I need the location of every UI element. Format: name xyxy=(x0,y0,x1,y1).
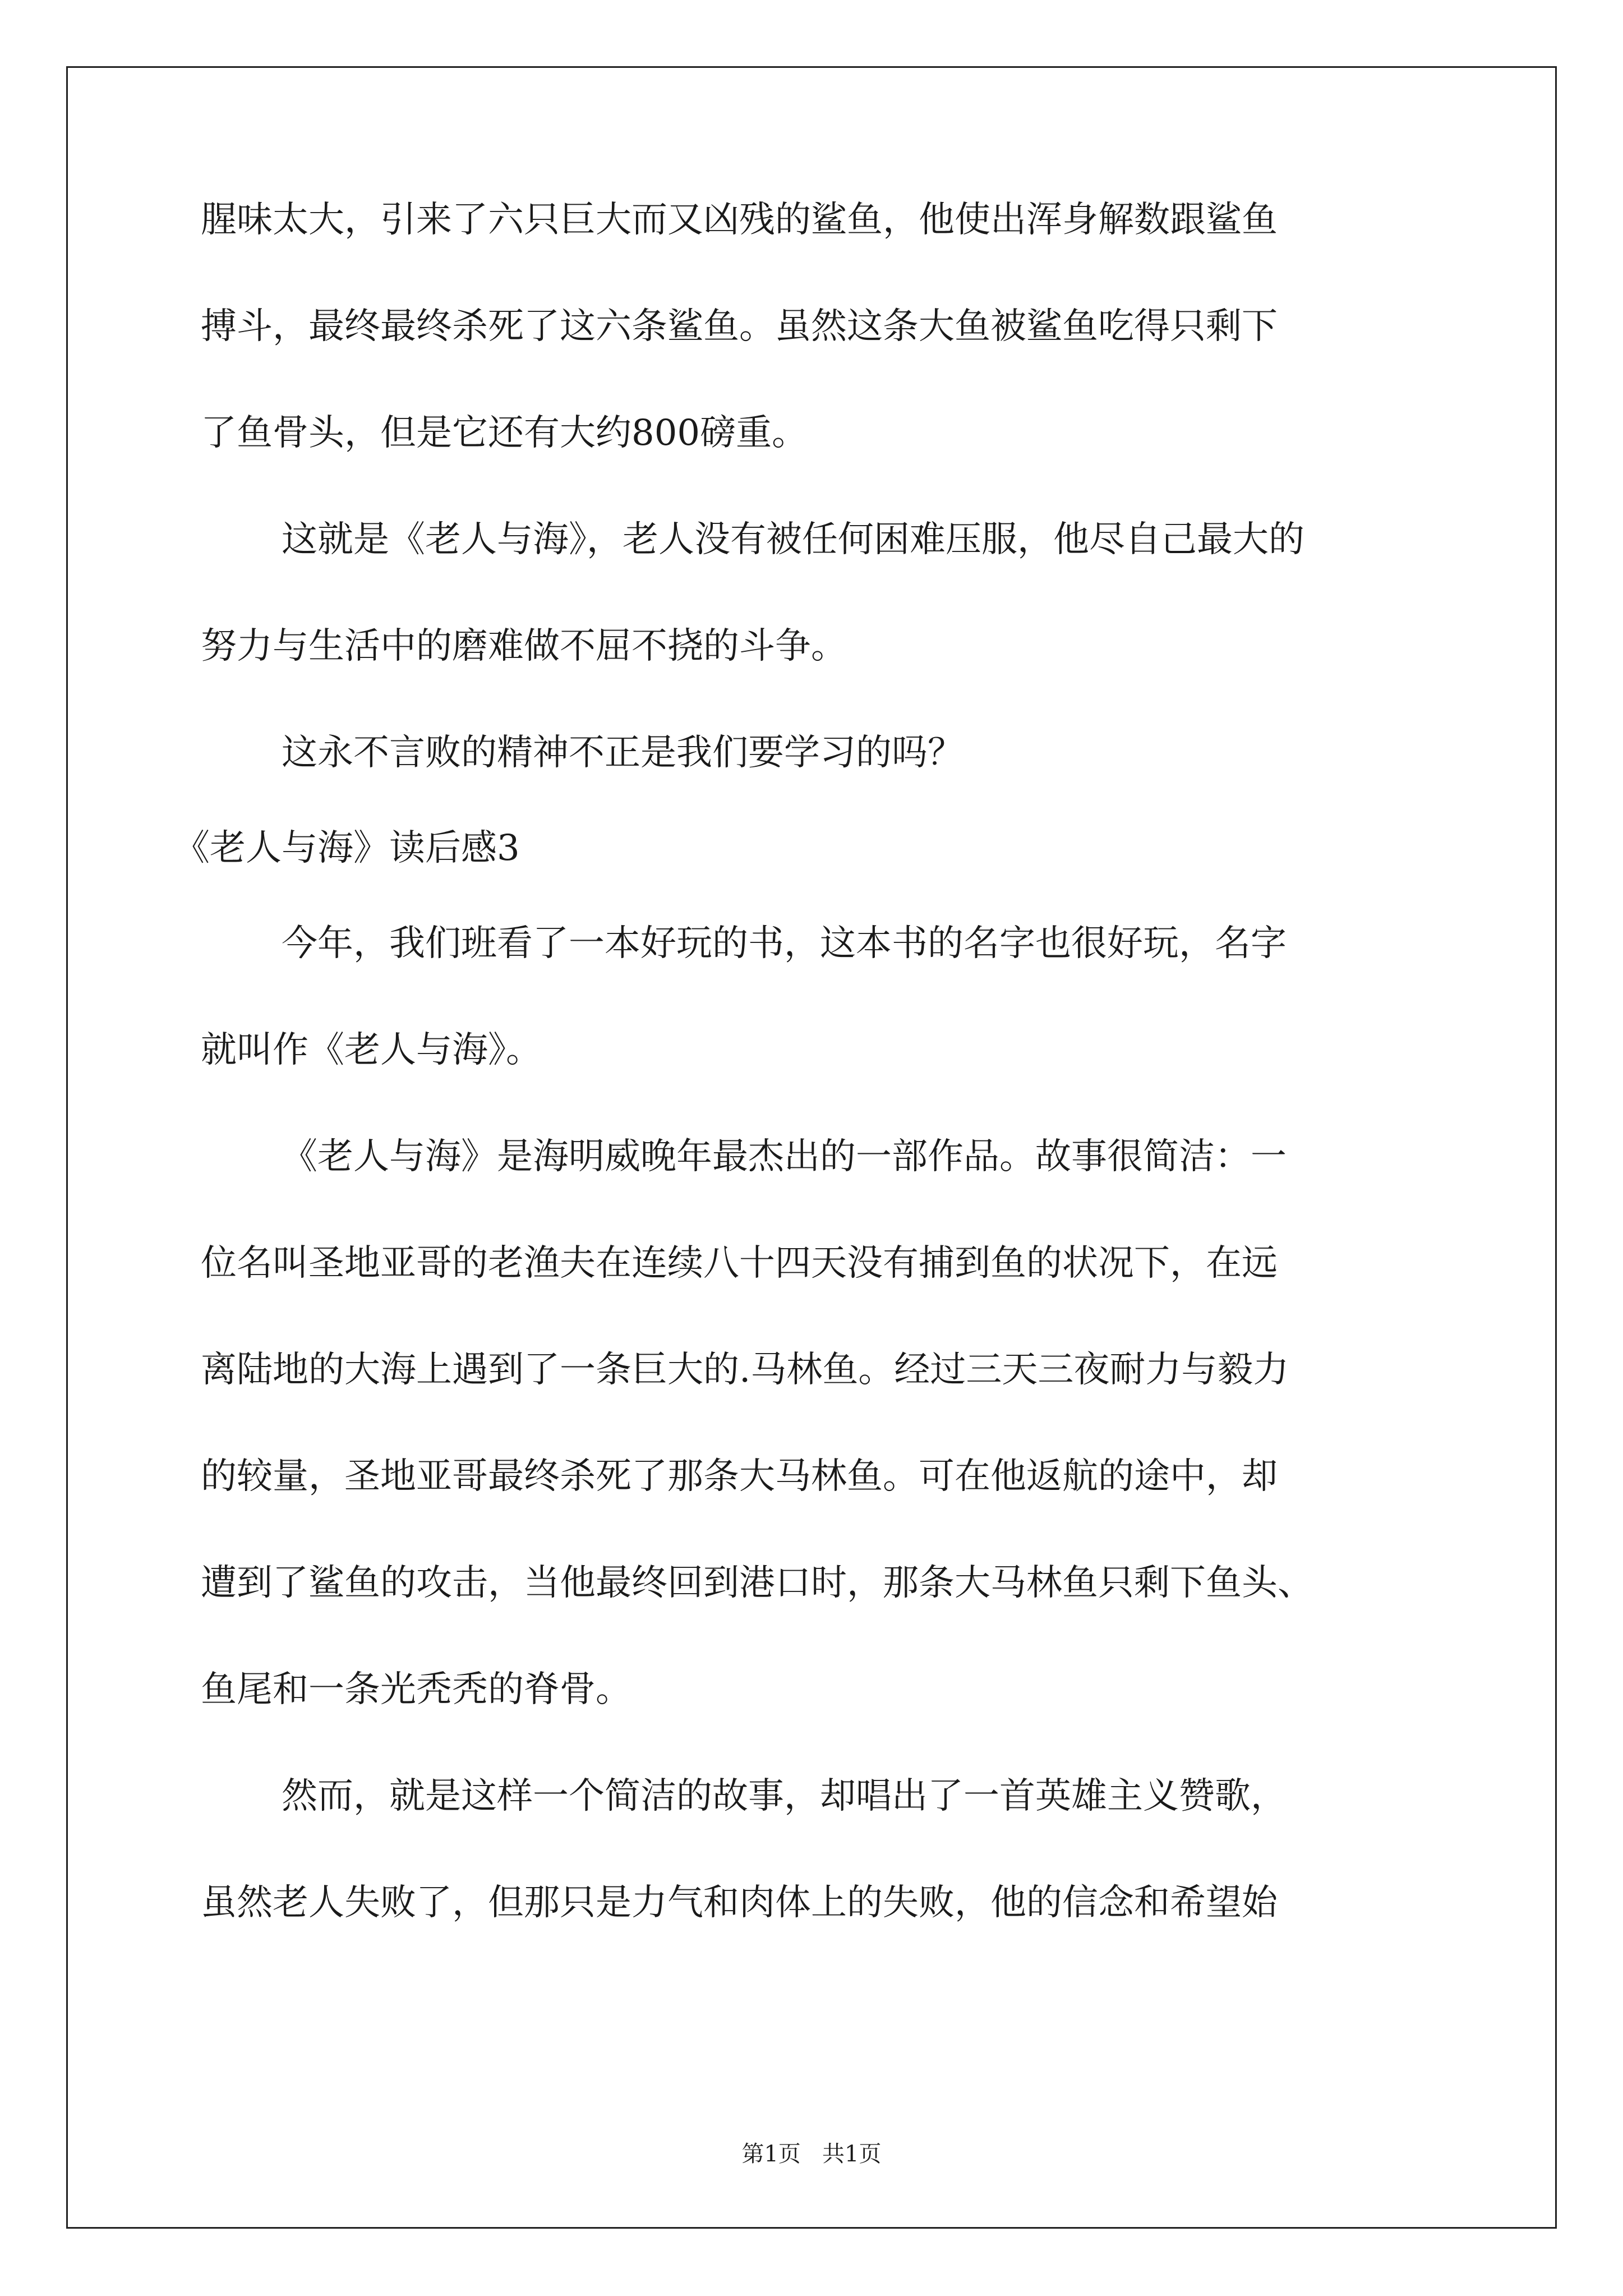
text-line: 离陆地的大海上遇到了一条巨大的.马林鱼。经过三天三夜耐力与毅力 xyxy=(201,1349,1289,1391)
text-line: 了鱼骨头，但是它还有大约800磅重。 xyxy=(201,412,808,454)
text-line: 的较量，圣地亚哥最终杀死了那条大马林鱼。可在他返航的途中，却 xyxy=(201,1456,1278,1497)
text-line: 虽然老人失败了，但那只是力气和肉体上的失败，他的信念和希望始 xyxy=(201,1882,1278,1924)
paragraph-first-line: 这就是《老人与海》，老人没有被任何困难压服，他尽自己最大的 xyxy=(282,519,1304,560)
paragraph-first-line: 然而，就是这样一个简洁的故事，却唱出了一首英雄主义赞歌， xyxy=(282,1775,1287,1817)
paragraph-first-line: 《老人与海》是海明威晚年最杰出的一部作品。故事很简洁：一 xyxy=(282,1136,1287,1177)
text-line: 位名叫圣地亚哥的老渔夫在连续八十四天没有捕到鱼的状况下，在远 xyxy=(201,1243,1278,1284)
text-line: 鱼尾和一条光秃秃的脊骨。 xyxy=(201,1669,631,1710)
paragraph-first-line: 这永不言败的精神不正是我们要学习的吗？ xyxy=(282,732,963,774)
text-line: 腥味太大，引来了六只巨大而又凶残的鲨鱼，他使出浑身解数跟鲨鱼 xyxy=(201,199,1278,241)
paragraph-first-line: 今年，我们班看了一本好玩的书，这本书的名字也很好玩，名字 xyxy=(282,923,1287,964)
text-line: 遭到了鲨鱼的攻击，当他最终回到港口时，那条大马林鱼只剩下鱼头、 xyxy=(201,1562,1313,1604)
text-line: 就叫作《老人与海》。 xyxy=(201,1029,542,1071)
section-heading: 《老人与海》读后感3 xyxy=(174,827,520,869)
text-line: 努力与生活中的磨难做不屈不挠的斗争。 xyxy=(201,625,847,667)
page-footer: 第1页 共1页 xyxy=(741,2141,882,2167)
text-line: 搏斗，最终最终杀死了这六条鲨鱼。虽然这条大鱼被鲨鱼吃得只剩下 xyxy=(201,306,1278,347)
